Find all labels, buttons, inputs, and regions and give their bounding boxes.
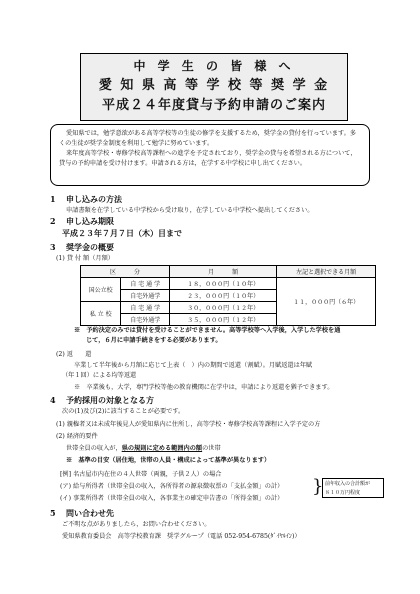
threshold-line-2: ８１０万円程度 [325,490,361,496]
type-cell: 自宅外通学 [121,314,170,326]
section-5-number: 5 [50,508,56,518]
section-1-title: 申し込みの方法 [66,194,122,204]
section-2-number: 2 [50,216,56,226]
note-reservation-cont: じて，６月に申請手続きをする必要があります。 [86,337,222,344]
section-5-title: 問い合わせ先 [66,508,114,518]
note-reservation: ※ 予約決定のみでは貸付を受けることができません。高等学校等へ入学後，入学した学校を通 [74,327,341,334]
threshold-line-1: 前年収入の合計額が [325,481,371,487]
deadline-text: 平成２３年７月７日（木）目まで [62,228,182,238]
income-text-c: の世帯 [202,445,221,452]
section-3-heading [50,242,114,252]
note-deferment: ※ 卒業後も，大学，専門学校等他の教育機関に在学中は，申請により返還を猶予できます。 [74,384,334,391]
income-text-b: 県の規則に定める範囲内の額 [121,445,203,452]
header-kubun: 区 分 [81,266,170,278]
brace-glyph: } [312,476,324,497]
title-line-2: 愛 知 県 高 等 学 校 等 奨 学 金 [98,78,330,93]
section-4-number: 4 [50,395,56,405]
eligibility-lead: 次の(1)及び(2)に該当することが必要です。 [62,408,185,415]
income-text-a: 世帯全員の収入が， [66,445,122,452]
type-cell: 自 宅 通 学 [121,302,170,314]
table-header-row [81,266,376,278]
condition-2: (2) 経済的要件 [56,433,98,440]
section-1-body: 申請書類を在学している中学校から受け取り，在学している中学校へ提出してください。 [66,207,314,214]
repayment-line-1: 卒業して半年後から月額に応じて上表（ ）内の期間で返還（割賦）。月賦返還は年賦 [74,362,313,369]
section-3-title: 奨学金の概要 [66,242,114,252]
income-threshold-box [322,478,384,498]
amount-cell: ３５，０００円（１２年） [170,314,277,326]
amount-cell: ２３，０００円（１０年） [170,290,277,302]
section-4-title: 予約採用の対象となる方 [66,395,154,405]
section-3-number: 3 [50,242,56,252]
title-line-1: 中 学 生 の 皆 様 へ [133,59,295,73]
contact-lead: ご不明な点がありましたら，お問い合わせください。 [62,521,211,528]
table-row [81,278,376,290]
header-alternative: 左記と選択できる月額 [277,266,376,278]
contact-details: 愛知県教育委員会 高等学校教育課 奨学グループ（電話 052-954-6785(ﾀﾞｲﾔﾙｲﾝ)） [62,533,301,540]
type-cell: 自 宅 通 学 [121,278,170,290]
type-cell: 自宅外通学 [121,290,170,302]
title-box [80,53,348,121]
group-private: 私 立 校 [81,302,121,326]
amount-cell: ３０，０００円（１２年） [170,302,277,314]
amount-cell: １８，０００円（１０年） [170,278,277,290]
alternative-amount: １１，０００円（６年） [277,278,376,326]
repayment-subheading: (2) 返 還 [56,351,92,358]
section-1-number: 1 [50,194,56,204]
section-2-title: 申し込み期限 [66,216,114,226]
header-monthly: 月 額 [170,266,277,278]
business-earner-line: (イ) 事業所得者（世帯全員の収入，各事業主の確定申告書の「所得金額」の計） [60,495,284,502]
section-2-heading [50,216,114,226]
group-public: 国公立校 [81,278,121,302]
section-1-heading [50,194,122,204]
section-4-heading [50,395,154,405]
salary-earner-line: (ア) 給与所得者（世帯全員の収入，各所得者の源泉徴収票の「支払金額」の計） [60,483,284,490]
section-5-heading [50,508,114,518]
loan-amount-table [80,265,376,326]
intro-paragraph-1: 愛知県では，勉学意欲がある高等学校等の生徒の修学を支援するため，奨学金の貸付を行っています。多くの生徒が奨学金制度を利用して勉学に努めています。 [59,130,357,147]
loan-amount-subheading: (1) 貸 付 額（月額） [56,255,114,262]
condition-2-line-1 [66,444,221,454]
example-line: [例] 名古屋市内在住の４人世帯（両親，子供２人）の場合 [60,471,222,478]
standard-note: ※ 基準の目安（居住地，世帯の人員・構成によって基準が異なります） [66,457,271,464]
condition-1: (1) 親権者又は未成年後見人が愛知県内に住所し，高等学校・専修学校高等課程に入学予定の方 [56,421,321,428]
repayment-line-2: （年１回）による均等返還 [62,372,137,379]
intro-paragraph-2: 来年度高等学校・専修学校高等課程への進学を予定されており，奨学金の貸与を希望される方について，貸与の予約申請を受け付けます。申請される方は，在学する中学校に申し出てください。 [59,150,357,167]
title-line-3: 平成２４年度貸与予約申請のご案内 [101,98,326,113]
intro-box [50,124,370,186]
